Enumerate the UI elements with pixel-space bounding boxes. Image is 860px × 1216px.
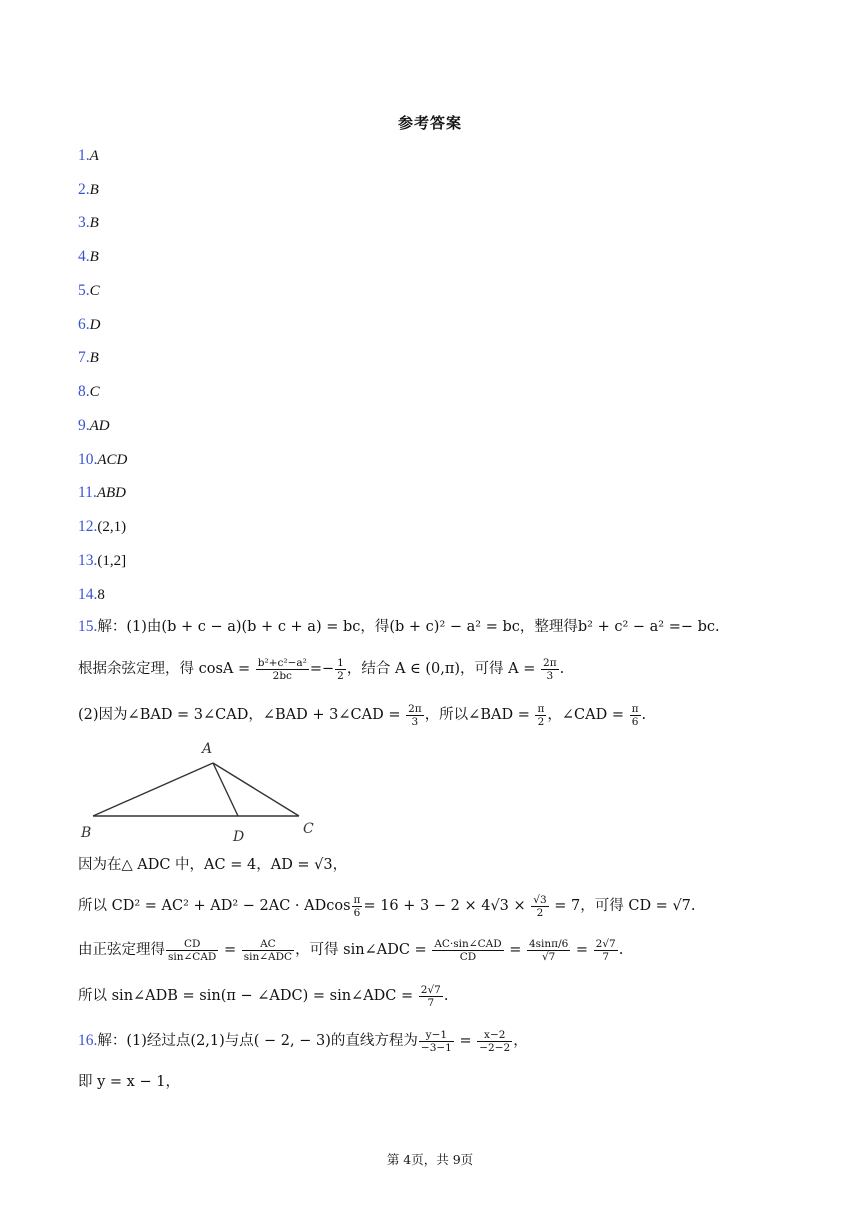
q15-line5-mid: = 16 + 3 − 2 × 4√3 × [363, 898, 526, 914]
q15-line4: 因为在△ ADC 中，AC = 4，AD = √3， [78, 857, 348, 873]
answer-row [78, 483, 126, 503]
denominator: 3 [546, 669, 554, 682]
label-a: A [202, 741, 213, 757]
fraction [477, 1029, 512, 1054]
denominator: 3 [411, 715, 419, 728]
q15-line6-mid: ，可得 sin∠ADC = [295, 942, 427, 958]
denominator: √7 [541, 950, 556, 963]
answer-value: AD [89, 418, 110, 434]
answer-row [78, 450, 127, 470]
answer-number: 3. [78, 214, 90, 231]
q15-text: (1)由(b + c − a)(b + c + a) = bc，得(b + c)² − a² = bc，整理得b² + c² − a² =− bc. [126, 619, 720, 635]
fraction [166, 938, 218, 963]
answer-value: (2,1) [97, 519, 127, 535]
fraction [535, 703, 546, 728]
q15-line3-mid: ，所以∠BAD = [424, 707, 530, 723]
q15-line3: (2)因为∠BAD = 3∠CAD，∠BAD + 3∠CAD = $\frac{2\pi}{3}$ ，所以∠BAD = $\frac{\pi}{2}$ ，∠CAD = $\frac{\pi}{6}$ . [78, 702, 647, 728]
q15-line1 [78, 614, 720, 640]
numerator: 2√7 [420, 983, 441, 996]
answer-row [78, 146, 99, 166]
side-ab [93, 763, 213, 816]
answer-number: 5. [78, 282, 90, 299]
denominator: CD [459, 950, 477, 963]
answer-row [78, 348, 99, 368]
q16-line1-prefix: (1)经过点(2,1)与点( − 2, − 3)的直线方程为 [126, 1033, 418, 1049]
q15-number: 15. [78, 618, 98, 635]
answer-row [78, 416, 110, 436]
numerator: 2π [408, 702, 422, 715]
answer-row [78, 213, 99, 233]
q15-line2-suffix: ，结合 A ∈ (0,π)，可得 A = [346, 661, 536, 677]
answer-value: C [89, 384, 100, 400]
answer-value: 8 [97, 587, 105, 603]
answer-value: ACD [97, 452, 128, 468]
answer-number: 6. [78, 316, 90, 333]
q16-line2: 即 y = x − 1， [78, 1074, 180, 1090]
fraction [419, 984, 443, 1009]
q15-lead: 解： [97, 619, 127, 635]
answer-value: ABD [96, 485, 126, 501]
answer-value: C [89, 283, 100, 299]
denominator: 7 [427, 996, 435, 1009]
answer-number: 4. [78, 248, 90, 265]
q15-line5 [78, 893, 696, 919]
numerator: y−1 [419, 1029, 454, 1042]
fraction [541, 657, 559, 682]
answer-row [78, 517, 126, 537]
answer-number: 8. [78, 383, 90, 400]
denominator: sin∠CAD [168, 950, 217, 963]
q15-line6-prefix: 由正弦定理得 [78, 942, 165, 958]
numerator: 2√7 [595, 937, 616, 950]
answer-value: B [89, 182, 99, 198]
numerator: 2π [543, 656, 557, 669]
answer-row [78, 180, 99, 200]
fraction [531, 894, 548, 919]
numerator: b²+c²−a² [257, 656, 307, 669]
denominator: sin∠ADC [243, 950, 293, 963]
answer-number: 9. [78, 417, 90, 434]
answer-row [78, 382, 100, 402]
answer-value: A [89, 148, 99, 164]
q15-line2-mid: =− [309, 661, 335, 677]
numerator: π [537, 702, 545, 715]
q15-line2-prefix: 根据余弦定理，得 cosA = [78, 661, 251, 677]
answer-number: 7. [78, 349, 90, 366]
denominator: 2 [536, 906, 544, 919]
answer-number: 1. [78, 147, 90, 164]
equals-sign: = [223, 942, 237, 958]
denominator: 2 [337, 669, 344, 682]
numerator: 1 [337, 656, 344, 669]
fraction [406, 703, 424, 728]
numerator: π [631, 702, 639, 715]
answer-value: B [89, 249, 99, 265]
fraction [256, 657, 309, 682]
answer-number: 12. [78, 518, 98, 535]
fraction [594, 938, 618, 963]
fraction [630, 703, 641, 728]
label-c: C [303, 821, 314, 837]
q15-line6: 由正弦定理得 $\frac{CD}{\text{sin∠CAD}}$ = $\frac{AC}{\text{sin∠ADC}}$ ，可得 sin∠ADC = $\frac{\text{AC·sin∠CAD}}{CD}$ = $\frac{4\sin\pi/6}{√7}$ = $\frac{2√7}{7}$ . [78, 937, 624, 963]
answer-number: 11. [78, 484, 97, 501]
denominator: −2−2 [479, 1041, 511, 1054]
q16-number: 16. [78, 1032, 98, 1049]
triangle-diagram [76, 736, 336, 846]
answer-row [78, 247, 99, 267]
answer-value: B [89, 350, 99, 366]
q15-line3-prefix: (2)因为∠BAD = 3∠CAD，∠BAD + 3∠CAD = [78, 707, 401, 723]
numerator: AC·sin∠CAD [434, 937, 502, 950]
q16-line1: 16.解：(1)经过点(2,1)与点( − 2, − 3)的直线方程为 $\frac{y-1}{-3-1}$ = $\frac{x-2}{-2-2}$ ， [78, 1028, 528, 1054]
answer-value: D [89, 317, 101, 333]
denominator: 2bc [272, 669, 292, 682]
answer-row [78, 315, 100, 335]
label-b: B [81, 825, 92, 841]
answer-row [78, 281, 100, 301]
denominator: 6 [353, 906, 361, 919]
answer-number: 10. [78, 451, 98, 468]
numerator: AC [242, 938, 294, 951]
denominator: −3−1 [420, 1041, 452, 1054]
page-title: 参考答案 [397, 114, 462, 132]
answer-number: 2. [78, 181, 90, 198]
denominator: 2 [537, 715, 545, 728]
q15-line2: 根据余弦定理，得 cosA = $\frac{\text{b²+c²−a²}}{2bc}$ =− $\frac{1}{2}$ ，结合 A ∈ (0,π)，可得 A = $\frac{2\pi}{3}$ . [78, 656, 565, 682]
answer-value: (1,2] [97, 553, 127, 569]
fraction [335, 657, 346, 682]
numerator: x−2 [477, 1029, 512, 1042]
fraction [419, 1029, 454, 1054]
q15-line5-suffix: = 7，可得 CD = √7. [554, 898, 696, 914]
fraction [432, 938, 503, 963]
answer-row [78, 551, 126, 571]
q15-line5-prefix: 所以 CD² = AC² + AD² − 2AC · ADcos [78, 898, 351, 914]
q16-lead: 解： [97, 1033, 127, 1049]
q15-line7-prefix: 所以 sin∠ADB = sin(π − ∠ADC) = sin∠ADC = [78, 988, 414, 1004]
denominator: 7 [602, 950, 610, 963]
fraction [352, 894, 363, 919]
answer-number: 14. [78, 586, 98, 603]
answer-value: B [89, 215, 99, 231]
numerator: 4sinπ/6 [528, 937, 569, 950]
label-d: D [233, 829, 245, 845]
fraction [242, 938, 294, 963]
numerator: CD [166, 938, 218, 951]
answer-number: 13. [78, 552, 98, 569]
q15-line3-mid2: ，∠CAD = [547, 707, 624, 723]
answer-row [78, 585, 105, 605]
fraction [527, 938, 570, 963]
denominator: 6 [631, 715, 639, 728]
numerator: π [353, 893, 361, 906]
page-footer: 第 4页，共 9页 [386, 1152, 474, 1167]
q15-line7: 所以 sin∠ADB = sin(π − ∠ADC) = sin∠ADC = $\frac{2√7}{7}$ . [78, 983, 449, 1009]
numerator: √3 [533, 893, 547, 906]
